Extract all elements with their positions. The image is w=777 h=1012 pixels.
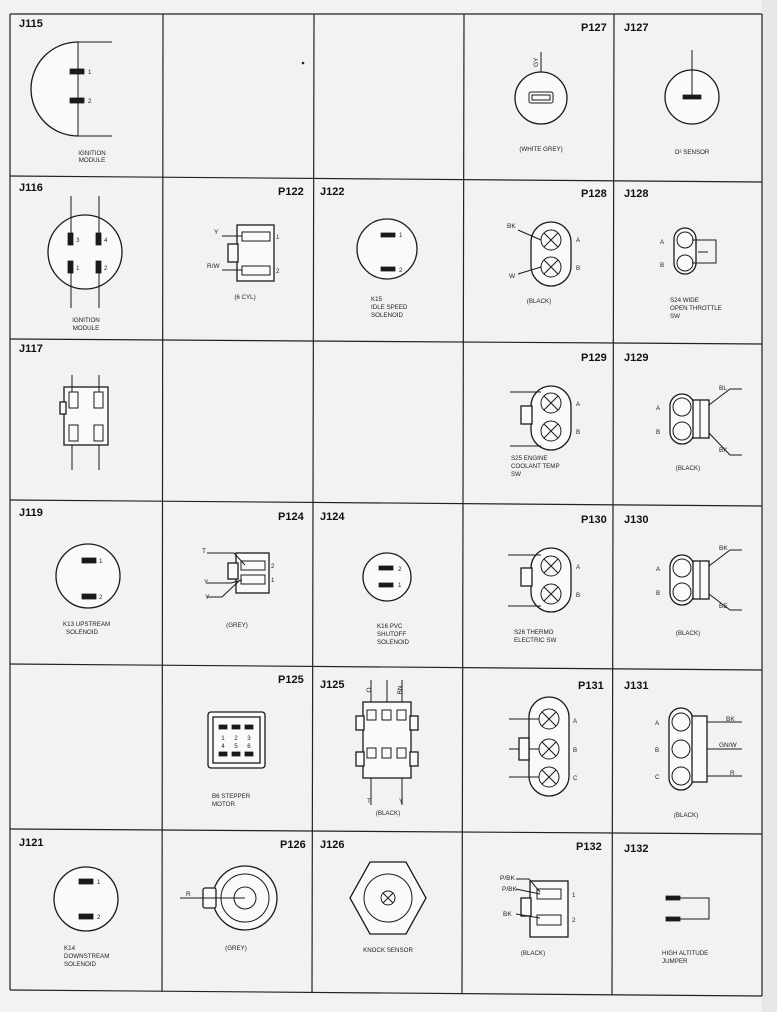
pin <box>96 261 101 273</box>
pin-label: A <box>656 405 661 412</box>
pin-label: 3 <box>76 237 80 244</box>
connector-description: KNOCK SENSOR <box>363 947 413 954</box>
pin <box>69 392 78 408</box>
connector-description: K15 <box>371 296 383 303</box>
pin <box>677 255 693 271</box>
pin <box>82 558 96 563</box>
connector-description: IGNITION <box>72 317 100 324</box>
speck <box>302 62 305 65</box>
connector-id: J126 <box>320 839 345 851</box>
wire-color-label: BL <box>719 385 727 392</box>
wire-color-label: BK <box>719 447 728 454</box>
pin-label: 2 <box>97 914 101 921</box>
connector-id: P125 <box>278 674 304 686</box>
pin <box>245 725 253 729</box>
connector-id: J116 <box>19 182 43 194</box>
connector-latch <box>693 400 709 438</box>
pin-label: B <box>573 747 578 754</box>
connector-id: J115 <box>19 18 43 30</box>
pin-label: 2 <box>88 98 92 105</box>
pin <box>672 713 690 731</box>
connector-id: J128 <box>624 188 649 200</box>
connector-description: S26 THERMO <box>514 629 554 636</box>
pin-label: A <box>660 239 665 246</box>
connector-id: P128 <box>581 188 607 200</box>
connector-description: K14 <box>64 945 76 952</box>
pin <box>382 748 391 758</box>
connector-latch <box>519 738 529 760</box>
wire-color-label: Y <box>399 798 404 805</box>
pin-label: B <box>656 590 661 597</box>
pin-label: A <box>656 566 661 573</box>
wire-color-label: BE <box>719 603 728 610</box>
pin <box>68 233 73 245</box>
connector-description: COOLANT TEMP <box>511 463 560 470</box>
pin <box>673 583 691 601</box>
connector-id: P127 <box>581 22 607 34</box>
wire-color-label: R/W <box>207 263 220 270</box>
connector-description: ELECTRIC SW <box>514 637 557 644</box>
connector-latch <box>228 563 238 579</box>
pin-label: 1 <box>572 892 576 899</box>
connector-id: P129 <box>581 352 607 364</box>
pin-label: A <box>576 237 581 244</box>
pin-label: 2 <box>234 735 238 742</box>
wire-color-label: BK <box>507 223 516 230</box>
connector-description: MODULE <box>78 157 106 164</box>
connector-latch <box>356 716 364 730</box>
pin-label: B <box>576 265 581 272</box>
connector-description: JUMPER <box>662 958 688 965</box>
connector-description: O² SENSOR <box>674 149 710 156</box>
connector-latch <box>521 568 532 586</box>
pin <box>79 879 93 884</box>
wire-color-label: Y <box>204 579 209 586</box>
pin-label: 4 <box>104 237 108 244</box>
connector-id: P132 <box>576 841 602 853</box>
connector-description: IDLE SPEED <box>371 304 408 311</box>
pin <box>367 710 376 720</box>
wire-color-label: Y <box>214 229 219 236</box>
connector-latch <box>692 716 707 782</box>
connector-description: (BLACK) <box>675 630 701 637</box>
connector-id: P130 <box>581 514 607 526</box>
connector-description: S24 WIDE <box>670 297 699 304</box>
connector-latch <box>410 716 418 730</box>
pin-label: A <box>576 401 581 408</box>
pin <box>381 233 395 237</box>
connector-description: B6 STEPPER <box>212 793 251 800</box>
pin <box>69 425 78 441</box>
connector-description: (BLACK) <box>526 298 552 305</box>
pin <box>672 740 690 758</box>
pin <box>96 233 101 245</box>
wire-color-label: T <box>202 548 206 555</box>
pin <box>70 98 84 103</box>
pin-label: B <box>660 262 665 269</box>
connector-id: J127 <box>624 22 649 34</box>
pin-label: 1 <box>271 577 275 584</box>
wire-color-label: O <box>366 687 373 693</box>
pin <box>241 575 265 584</box>
pin <box>673 398 691 416</box>
pin <box>242 266 270 275</box>
pin-label: A <box>655 720 660 727</box>
pin <box>242 232 270 241</box>
pin-label: 1 <box>76 265 80 272</box>
pin <box>397 748 406 758</box>
pin-label: 1 <box>88 69 92 76</box>
pin <box>232 725 240 729</box>
pin-label: 1 <box>398 582 402 589</box>
pin-label: 1 <box>276 234 280 241</box>
connector-description: (BLACK) <box>673 812 699 819</box>
connector-description: (BLACK) <box>675 465 701 472</box>
connector-id: J119 <box>19 507 43 519</box>
wire-color-label: T <box>367 798 371 805</box>
connector-id: P131 <box>578 680 604 692</box>
connector-latch <box>356 752 364 766</box>
pin <box>219 752 227 756</box>
pin <box>68 261 73 273</box>
wire-color-label: W <box>509 273 516 280</box>
pin <box>219 725 227 729</box>
connector-latch <box>60 402 66 414</box>
connector-description: (BLACK) <box>375 810 401 817</box>
connector-description: IGNITION <box>78 150 106 157</box>
pin <box>382 710 391 720</box>
connector-id: J129 <box>624 352 649 364</box>
pin-label: 1 <box>99 558 103 565</box>
pin <box>537 915 561 925</box>
pin <box>673 559 691 577</box>
wire-color-label: P/BK <box>500 875 515 882</box>
wire-color-label: GY <box>533 57 540 67</box>
pin-label: 2 <box>398 566 402 573</box>
pin-label: A <box>573 718 578 725</box>
connector-description: SW <box>670 313 680 320</box>
pin <box>381 267 395 271</box>
pin-label: 3 <box>247 735 251 742</box>
connector-description: SOLENOID <box>371 312 403 319</box>
pin-label: 4 <box>221 743 225 750</box>
connector-id: P124 <box>278 511 304 523</box>
pin <box>683 95 701 99</box>
connector-id: J132 <box>624 843 649 855</box>
connector-id: J117 <box>19 343 43 355</box>
connector-body <box>363 553 411 601</box>
connector-description: K13 UPSTREAM <box>63 621 111 628</box>
connector-description: (BLACK) <box>520 950 546 957</box>
pin <box>537 889 561 899</box>
connector-description: SW <box>511 471 521 478</box>
connector-body <box>236 553 269 593</box>
wire-color-label: Y <box>205 594 210 601</box>
pin <box>70 69 84 74</box>
pin <box>397 710 406 720</box>
connector-id: J124 <box>320 511 345 523</box>
connector-description: (6 CYL) <box>234 294 256 301</box>
pin-label: C <box>573 775 578 782</box>
connector-id: J130 <box>624 514 649 526</box>
pin-label: 6 <box>247 743 251 750</box>
wire-color-label: BK <box>719 545 728 552</box>
pin <box>666 896 680 900</box>
connector-description: S25 ENGINE <box>511 455 548 462</box>
wire-color-label: P/BK <box>502 886 517 893</box>
wire-color-label: R <box>730 770 735 777</box>
pin-label: 2 <box>572 917 576 924</box>
wire-color-label: BN <box>397 685 404 695</box>
connector-description: HIGH ALTITUDE <box>662 950 709 957</box>
pin-label: 2 <box>104 265 108 272</box>
connector-description: SHUTOFF <box>377 631 407 638</box>
connector-id: J121 <box>19 837 44 849</box>
connector-description: MOTOR <box>212 801 235 808</box>
pin-label: B <box>576 429 581 436</box>
pin-label: 2 <box>399 267 403 274</box>
pin <box>94 425 103 441</box>
pin <box>379 583 393 587</box>
pin <box>241 561 265 570</box>
connector-id: J122 <box>320 186 345 198</box>
connector-description: K16 PVC <box>377 623 403 630</box>
pin-label: 1 <box>221 735 225 742</box>
pin <box>82 594 96 599</box>
connector-description: MODULE <box>72 325 100 332</box>
pin-label: 1 <box>97 879 101 886</box>
pin-label: 2 <box>271 563 275 570</box>
pin <box>232 752 240 756</box>
connector-latch <box>693 561 709 599</box>
connector-description: (GREY) <box>225 945 247 952</box>
connector-latch <box>228 244 238 262</box>
connector-body <box>48 215 122 289</box>
connector-description: (GREY) <box>226 622 248 629</box>
connector-latch <box>521 406 532 424</box>
connector-id: J131 <box>624 680 649 692</box>
pin-label: 2 <box>276 268 280 275</box>
wire-color-label: GN/W <box>719 742 737 749</box>
pin <box>379 566 393 570</box>
pin <box>677 232 693 248</box>
pin <box>367 748 376 758</box>
connector-description: (WHITE GREY) <box>519 146 563 153</box>
connector-id: P122 <box>278 186 304 198</box>
connector-latch <box>410 752 418 766</box>
wire-color-label: R <box>186 891 191 898</box>
pin <box>666 917 680 921</box>
connector-description: OPEN THROTTLE <box>670 305 722 312</box>
wire-color-label: BK <box>503 911 512 918</box>
connector-latch <box>521 898 531 916</box>
pin-label: 2 <box>99 594 103 601</box>
pin <box>672 767 690 785</box>
pin-label: A <box>576 564 581 571</box>
pin <box>79 914 93 919</box>
connector-description: SOLENOID <box>64 961 96 968</box>
connector-body <box>54 867 118 931</box>
pin-label: B <box>655 747 660 754</box>
pin-label: B <box>656 429 661 436</box>
pin-label: C <box>655 774 660 781</box>
pin <box>673 422 691 440</box>
connector-description: SOLENOID <box>66 629 98 636</box>
page-edge-shadow <box>762 0 777 1012</box>
connector-id: J125 <box>320 679 345 691</box>
pin <box>245 752 253 756</box>
connector-description: SOLENOID <box>377 639 409 646</box>
wire-color-label: BK <box>726 716 735 723</box>
pin <box>94 392 103 408</box>
connector-id: P126 <box>280 839 306 851</box>
connector-description: DOWNSTREAM <box>64 953 110 960</box>
pin-label: B <box>576 592 581 599</box>
pin-label: 1 <box>399 232 403 239</box>
pin <box>532 95 550 100</box>
pin-label: 5 <box>234 743 238 750</box>
